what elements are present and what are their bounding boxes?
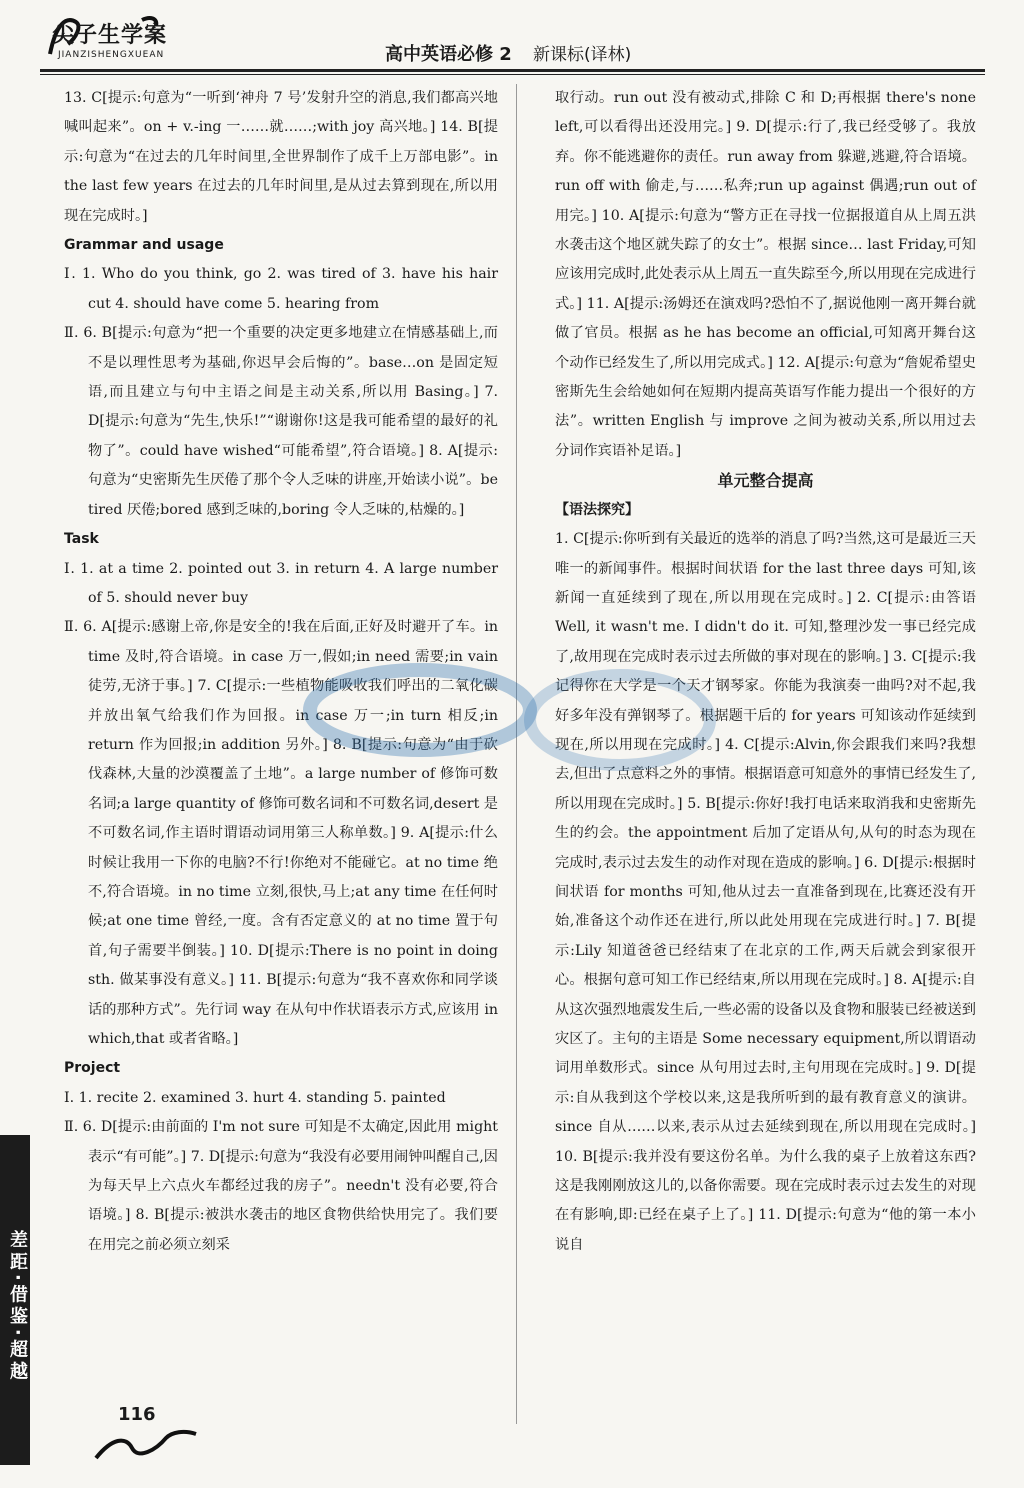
logo-subtitle: JIANZISHENGXUEAN: [58, 50, 165, 60]
left-item-6: Ⅱ. 6. A[提示:感谢上帝,你是安全的!我在后面,正好及时避开了车。in time 及时,符合语境。in case 万一,假如;in need 需要;in vain 徒劳,无济于事。] 7. C[提示:一些植物能吸收我们呼出的二氧化碳并放出氧气给我们作为回报。in case 万一;in turn 相反;in return 作为回报;in addition 另外。] 8. B[提示:句意为“由于砍伐森林,大量的沙漠覆盖了土地”。a large number of 修饰可数名词;a large quantity of 修饰可数名词和不可数名词,desert 是不可数名词,作主语时谓语动词用第三人称单数。] 9. A[提示:什么时候让我用一下你的电脑?不行!你绝对不能碰它。at no time 绝不,符合语境。in no time 立刻,很快,马上;at any time 在任何时候;at one time 曾经,一度。含有否定意义的 at no time 置于句首,句子需要半倒装。] 10. D[提示:There is no point in doing sth. 做某事没有意义。] 11. B[提示:句意为“我不喜欢你和同学谈话的那种方式”。先行词 way 在从句中作状语表示方式,应该用 in which,that 或者省略。]: [64, 619, 498, 1047]
side-tab: 差距·借鉴·超越: [0, 1135, 30, 1465]
right-column: [555, 84, 976, 1260]
left-item-3: Ⅱ. 6. B[提示:句意为“把一个重要的决定更多地建立在情感基础上,而不是以理性思考为基础,你迟早会后悔的”。base…on 是固定短语,而且建立与句中主语之间是主动关系,所以用 Basing。] 7. D[提示:句意为“先生,快乐!”“谢谢你!这是我可能希望的最好的礼物了”。could have wished“可能希望”,符合语境。] 8. A[提示:句意为“史密斯先生厌倦了那个令人乏味的讲座,开始读小说”。be tired 厌倦;bored 感到乏味的,boring 令人乏味的,枯燥的。]: [64, 325, 498, 518]
page-header: [0, 0, 1024, 82]
left-heading-1: Grammar and usage: [64, 237, 224, 254]
left-item-8: Ⅰ. 1. recite 2. examined 3. hurt 4. standing 5. painted: [64, 1089, 446, 1106]
column-divider: [516, 84, 517, 1424]
right-bracket-heading-2: 【语法探究】: [555, 501, 639, 518]
right-p-3: 1. C[提示:你听到有关最近的选举的消息了吗?当然,这可是最近三天唯一的新闻事件。根据时间状语 for the last three days 可知,该新闻一直延续到了现在,所以用现在完成时。] 2. C[提示:由答语 Well, it wasn't me. I didn't do it. 可知,整理沙发一事已经完成了,故用现在完成时表示过去所做的事对现在的影响。] 3. C[提示:我记得你在大学是一个天才钢琴家。你能为我演奏一曲吗?对不起,我好多年没有弹钢琴了。根据题干后的 for years 可知该动作延续到现在,所以用现在完成时。] 4. C[提示:Alvin,你会跟我们来吗?我想去,但出了点意料之外的事情。根据语意可知意外的事情已经发生了,所以用现在完成时。] 5. B[提示:你好!我打电话来取消我和史密斯先生的约会。the appointment 后加了定语从句,从句的时态为现在完成时,表示过去发生的动作对现在造成的影响。] 6. D[提示:根据时间状语 for months 可知,他从过去一直准备到现在,比赛还没有开始,准备这个动作还在进行,所以此处用现在完成进行时。] 7. B[提示:Lily 知道爸爸已经结束了在北京的工作,两天后就会到家很开心。根据句意可知工作已经结束,所以用现在完成时。] 8. A[提示:自从这次强烈地震发生后,一些必需的设备以及食物和服装已经被送到灾区了。主句的主语是 Some necessary equipment,所以谓语动词用单数形式。since 从句用过去时,主句用现在完成时。] 9. D[提示:自从我到这个学校以来,这是我所听到的最有教育意义的演讲。since 自从……以来,表示从过去延续到现在,所以用现在完成时。] 10. B[提示:我并没有要这份名单。为什么我的桌子上放着这东西?这是我刚刚放这儿的,以备你需要。现在完成时表示过去发生的对现在有影响,即:已经在桌子上了。] 11. D[提示:句意为“他的第一本小说自: [555, 531, 976, 1253]
left-heading-7: Project: [64, 1060, 121, 1077]
right-p-0: 取行动。run out 没有被动式,排除 C 和 D;再根据 there's none left,可以看得出还没用完。] 9. D[提示:行了,我已经受够了。我放弃。你不能逃避你的责任。run away from 躲避,逃避,符合语境。run off with 偷走,与……私奔;run up against 偶遇;run out of 用完。] 10. A[提示:句意为“警方正在寻找一位据报道自从上周五洪水袭击这个地区就失踪了的女士”。根据 since… last Friday,可知应该用完成时,此处表示从上周五一直失踪至今,所以用现在完成进行式。] 11. A[提示:汤姆还在演戏吗?恐怕不了,据说他刚一离开舞台就做了官员。根据 as he has become an official,可知离开舞台这个动作已经发生了,所以用完成式。] 12. A[提示:句意为“詹妮希望史密斯先生会给她如何在短期内提高英语写作能力提出一个很好的方法”。written English 与 improve 之间为被动关系,所以用过去分词作宾语补足语。]: [555, 90, 976, 459]
left-p-0: 13. C[提示:句意为“一听到‘神舟 7 号’发射升空的消息,我们都高兴地喊叫起来”。on + v.-ing 一……就……;with joy 高兴地。] 14. B[提示:句意为“在过去的几年时间里,全世界制作了成千上万部电影”。in the last few years 在过去的几年时间里,是从过去算到现在,所以用现在完成时。]: [64, 90, 498, 224]
left-item-9: Ⅱ. 6. D[提示:由前面的 I'm not sure 可知是不太确定,因此用 might 表示“有可能”。] 7. D[提示:句意为“我没有必要用闹钟叫醒自己,因为每天早上六点火车都经过我的房子”。needn't 没有必要,符合语境。] 8. B[提示:被洪水袭击的地区食物供给快用完了。我们要在用完之前必须立刻采: [64, 1119, 498, 1253]
right-unit-title-1: 单元整合提高: [717, 471, 814, 491]
left-heading-4: Task: [64, 531, 99, 548]
left-column: [64, 84, 498, 1260]
book-title: 高中英语必修 2: [385, 44, 512, 65]
logo-text: 尖子生学案: [52, 23, 168, 48]
footer-swoosh-icon: [92, 1428, 202, 1464]
left-item-2: Ⅰ. 1. Who do you think, go 2. was tired of 3. have his hair cut 4. should have come 5. hearing from: [64, 266, 498, 312]
header-rule-thin: [40, 74, 985, 75]
page-number: 116: [118, 1404, 156, 1425]
header-rule: [40, 69, 985, 72]
left-item-5: Ⅰ. 1. at a time 2. pointed out 3. in return 4. A large number of 5. should never buy: [64, 560, 498, 606]
book-edition: 新课标(译林): [533, 45, 632, 65]
